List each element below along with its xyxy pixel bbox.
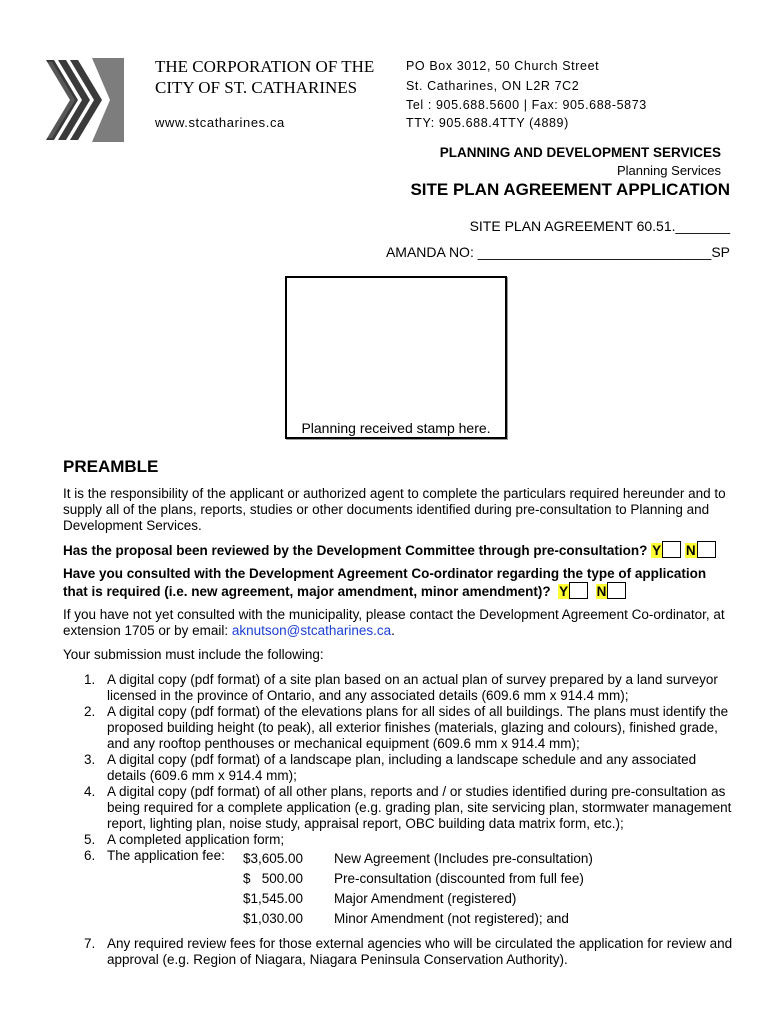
org-name-line1: THE CORPORATION OF THE <box>155 57 375 76</box>
contact-end: . <box>391 623 395 638</box>
department-name: PLANNING AND DEVELOPMENT SERVICES <box>439 145 721 160</box>
contact-paragraph <box>63 607 735 639</box>
list-item <box>63 752 735 784</box>
submission-list-continued <box>63 936 735 968</box>
phone-fax: Tel : 905.688.5600 | Fax: 905.688-5873 <box>406 98 647 112</box>
list-item-text: A digital copy (pdf format) of a landscape plan, including a landscape schedule and any associated details (609.6 mm x 914.4 mm); <box>107 752 697 783</box>
submission-intro: Your submission must include the following: <box>63 647 324 662</box>
question-coordinator-line2: that is required (i.e. new agreement, major amendment, minor amendment)? <box>63 584 551 599</box>
list-item-text: A digital copy (pdf format) of all other plans, reports and / or studies identified during pre-consultation as being required for a complete application (e.g. grading plan, site servicing plan, stormwater management report, lighting plan, noise study, appraisal report, OBC building data matrix form, etc.); <box>107 784 732 831</box>
list-item <box>63 704 735 752</box>
list-item <box>63 672 735 704</box>
fee-description: Minor Amendment (not registered); and <box>334 911 569 926</box>
form-title: SITE PLAN AGREEMENT APPLICATION <box>410 180 730 199</box>
q2-yes-checkbox[interactable] <box>569 582 588 599</box>
list-item-number: 2. <box>84 704 96 719</box>
submission-list <box>63 672 735 864</box>
division-name: Planning Services <box>616 163 721 178</box>
list-item <box>63 832 735 848</box>
list-item-text: The application fee: <box>107 848 225 863</box>
fee-amount: $ 500.00 <box>243 871 304 886</box>
list-item-text: Any required review fees for those external agencies who will be circulated the application for review and approval (e.g. Region of Niagara, Niagara Peninsula Conservation Authority). <box>107 936 733 967</box>
preamble-intro: It is the responsibility of the applicant or authorized agent to complete the particulars required hereunder and to supply all of the plans, reports, studies or other documents identified during pre-consultation to Planning and Development Services. <box>63 486 726 533</box>
list-item-text: A completed application form; <box>107 832 285 847</box>
amanda-number-field[interactable]: AMANDA NO: ______________________________SP <box>385 244 730 260</box>
question-coordinator <box>63 582 626 599</box>
fee-description: Pre-consultation (discounted from full fee) <box>334 871 584 886</box>
list-item-number: 7. <box>84 936 96 951</box>
org-name-line2: CITY OF ST. CATHARINES <box>155 78 358 97</box>
q2-no-checkbox[interactable] <box>607 582 626 599</box>
q2-yes-label: Y <box>559 584 569 599</box>
list-item-text: A digital copy (pdf format) of a site plan based on an actual plan of survey prepared by a land surveyor licensed in the province of Ontario, and any associated details (609.6 mm x 914.4 mm); <box>107 672 718 703</box>
list-item <box>63 936 735 968</box>
address-line1: PO Box 3012, 50 Church Street <box>406 59 600 73</box>
fee-amount: $1,545.00 <box>243 891 304 906</box>
preamble-heading: PREAMBLE <box>63 457 159 476</box>
fee-description: New Agreement (Includes pre-consultation) <box>334 851 593 866</box>
received-stamp-box <box>285 276 507 439</box>
stamp-label: Planning received stamp here. <box>301 420 491 436</box>
coordinator-email-link[interactable]: aknutson@stcatharines.ca <box>231 623 392 638</box>
q2-no-label: N <box>596 584 607 599</box>
question-coordinator-line1: Have you consulted with the Development Agreement Co-ordinator regarding the type of application <box>63 566 707 581</box>
list-item-number: 5. <box>84 832 96 847</box>
question-pre-consultation-text: Has the proposal been reviewed by the Development Committee through pre-consultation? <box>63 543 648 558</box>
question-pre-consultation <box>63 541 716 558</box>
fee-amount: $1,030.00 <box>243 911 304 926</box>
fee-amount: $3,605.00 <box>243 851 304 866</box>
fee-description: Major Amendment (registered) <box>334 891 517 906</box>
website-link[interactable]: www.stcatharines.ca <box>155 115 285 130</box>
list-item-number: 1. <box>84 672 96 687</box>
list-item-number: 4. <box>84 784 96 799</box>
q1-no-checkbox[interactable] <box>697 541 716 558</box>
q1-no-label: N <box>685 543 696 558</box>
address-line2: St. Catharines, ON L2R 7C2 <box>406 79 580 93</box>
city-logo <box>44 58 124 142</box>
contact-text: If you have not yet consulted with the municipality, please contact the Development Agreement Co-ordinator, at extension 1705 or by email: <box>63 607 725 638</box>
list-item-number: 6. <box>84 848 96 863</box>
tty-number: TTY: 905.688.4TTY (4889) <box>406 116 569 130</box>
list-item-number: 3. <box>84 752 96 767</box>
q1-yes-label: Y <box>652 543 662 558</box>
site-plan-agreement-number-field[interactable]: SITE PLAN AGREEMENT 60.51._______ <box>469 218 730 234</box>
list-item-text: A digital copy (pdf format) of the elevations plans for all sides of all buildings. The plans must identify the proposed building height (to peak), all exterior finishes (materials, glazing and colours), finished grade, and any rooftop penthouses or mechanical equipment (609.6 mm x 914.4 mm); <box>107 704 729 751</box>
list-item <box>63 784 735 832</box>
q1-yes-checkbox[interactable] <box>662 541 681 558</box>
